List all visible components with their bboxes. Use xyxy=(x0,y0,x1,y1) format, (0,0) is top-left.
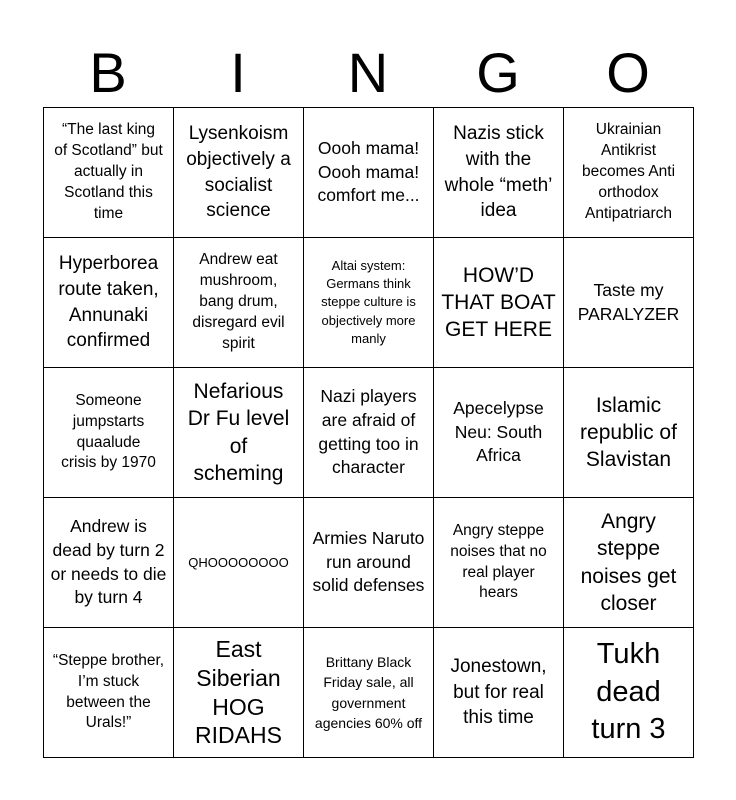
bingo-cell[interactable]: Oooh mama! Oooh mama! comfort me... xyxy=(304,108,434,238)
bingo-cell[interactable]: “The last king of Scotland” but actually in Scotland this time xyxy=(44,108,174,238)
bingo-cell[interactable]: Lysenkoism objectively a socialist science xyxy=(174,108,304,238)
bingo-cell[interactable]: Apecelypse Neu: South Africa xyxy=(434,368,564,498)
bingo-header xyxy=(43,40,693,106)
bingo-cell[interactable]: Andrew is dead by turn 2 or needs to die by turn 4 xyxy=(44,498,174,628)
bingo-cell[interactable]: Nefarious Dr Fu level of scheming xyxy=(174,368,304,498)
bingo-board xyxy=(43,107,694,758)
bingo-cell[interactable]: Tukh dead turn 3 xyxy=(564,628,694,758)
bingo-cell[interactable]: Brittany Black Friday sale, all government agencies 60% off xyxy=(304,628,434,758)
bingo-cell[interactable]: Nazi players are afraid of getting too in character xyxy=(304,368,434,498)
bingo-cell[interactable]: Angry steppe noises get closer xyxy=(564,498,694,628)
bingo-cell[interactable]: Taste my PARALYZER xyxy=(564,238,694,368)
bingo-cell[interactable]: Andrew eat mushroom, bang drum, disregard evil spirit xyxy=(174,238,304,368)
header-letter-i: I xyxy=(230,41,246,104)
bingo-cell[interactable]: Altai system: Germans think steppe culture is objectively more manly xyxy=(304,238,434,368)
bingo-cell[interactable]: East Siberian HOG RIDAHS xyxy=(174,628,304,758)
header-letter-n: N xyxy=(347,41,389,104)
bingo-cell[interactable]: HOW’D THAT BOAT GET HERE xyxy=(434,238,564,368)
bingo-cell[interactable]: Islamic republic of Slavistan xyxy=(564,368,694,498)
bingo-cell[interactable]: Ukrainian Antikrist becomes Anti orthodox Antipatriarch xyxy=(564,108,694,238)
bingo-cell[interactable]: “Steppe brother, I’m stuck between the Urals!” xyxy=(44,628,174,758)
header-letter-o: O xyxy=(606,41,650,104)
bingo-cell[interactable]: Nazis stick with the whole “meth’ idea xyxy=(434,108,564,238)
bingo-cell[interactable]: Hyperborea route taken, Annunaki confirmed xyxy=(44,238,174,368)
bingo-cell[interactable]: Armies Naruto run around solid defenses xyxy=(304,498,434,628)
bingo-cell[interactable]: QHOOOOOOOO xyxy=(174,498,304,628)
header-letter-b: B xyxy=(89,41,127,104)
bingo-cell[interactable]: Angry steppe noises that no real player hears xyxy=(434,498,564,628)
bingo-cell[interactable]: Someone jumpstarts quaalude crisis by 1970 xyxy=(44,368,174,498)
header-letter-g: G xyxy=(476,41,520,104)
bingo-cell[interactable]: Jonestown, but for real this time xyxy=(434,628,564,758)
